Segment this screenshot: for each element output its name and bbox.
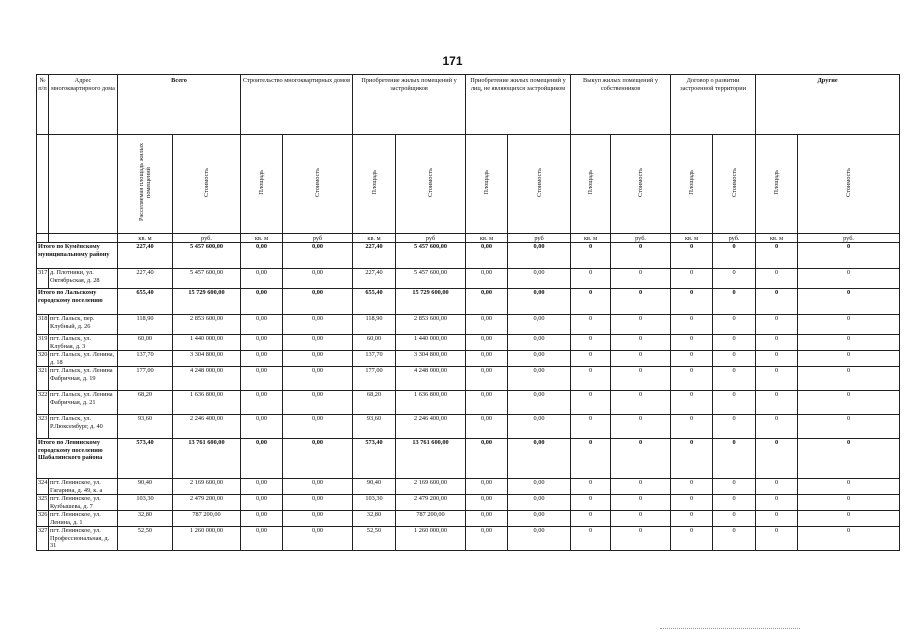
unit-blank (49, 234, 118, 243)
cell-value: 0 (671, 527, 713, 551)
cell-value: 0,00 (241, 527, 283, 551)
cell-value: 0,00 (241, 479, 283, 495)
cell-value: 0 (671, 439, 713, 479)
unit-rub: руб. (173, 234, 241, 243)
cell-value: 1 260 000,00 (396, 527, 466, 551)
cell-value: 0,00 (283, 289, 353, 315)
cell-value: 0,00 (283, 335, 353, 351)
cell-value: 0 (756, 479, 798, 495)
cell-value: 0,00 (508, 243, 571, 269)
cell-value: 0 (713, 243, 756, 269)
cell-value: 5 457 600,00 (396, 269, 466, 289)
unit-sqm: кв. м (466, 234, 508, 243)
cell-value: 0,00 (283, 269, 353, 289)
cell-value: 0 (571, 269, 611, 289)
cell-value: 0 (611, 495, 671, 511)
cell-value: 32,80 (118, 511, 173, 527)
cell-value: 90,40 (353, 479, 396, 495)
cell-value: 0 (713, 439, 756, 479)
cell-value: 2 169 600,00 (396, 479, 466, 495)
table-row (37, 391, 900, 415)
cell-value: 0,00 (508, 335, 571, 351)
row-number: 324 (37, 479, 49, 495)
cell-value: 0 (756, 367, 798, 391)
cell-value: 0,00 (241, 289, 283, 315)
cell-value: 118,90 (353, 315, 396, 335)
cell-value: 68,20 (353, 391, 396, 415)
cell-value: 573,40 (353, 439, 396, 479)
cell-value: 1 440 000,00 (173, 335, 241, 351)
cell-value: 0 (611, 243, 671, 269)
subheader-area: Площадь (571, 135, 611, 234)
cell-value: 0,00 (508, 367, 571, 391)
cell-value: 1 636 800,00 (396, 391, 466, 415)
cell-value: 573,40 (118, 439, 173, 479)
row-number: 322 (37, 391, 49, 415)
cell-value: 0,00 (241, 243, 283, 269)
cell-value: 0,00 (466, 391, 508, 415)
subheader-cost: Стоимость (508, 135, 571, 234)
cell-value: 103,30 (118, 495, 173, 511)
header-development: Договор о развитии застроенной территории (671, 75, 756, 135)
cell-value: 0,00 (508, 415, 571, 439)
header-purchase-developer: Приобретение жилых помещений у застройщиков (353, 75, 466, 135)
cell-value: 227,40 (353, 243, 396, 269)
cell-value: 60,00 (118, 335, 173, 351)
cell-value: 0 (756, 243, 798, 269)
table-row (37, 351, 900, 367)
cell-value: 52,50 (353, 527, 396, 551)
cell-value: 0 (713, 495, 756, 511)
cell-value: 0,00 (466, 439, 508, 479)
cell-value: 0,00 (283, 511, 353, 527)
cell-value: 0 (798, 269, 900, 289)
cell-value: 52,50 (118, 527, 173, 551)
cell-value: 0,00 (466, 495, 508, 511)
cell-value: 103,30 (353, 495, 396, 511)
cell-value: 5 457 600,00 (173, 243, 241, 269)
cell-value: 0 (756, 289, 798, 315)
cell-value: 0,00 (508, 289, 571, 315)
header-construction: Строительство многоквартирных домов (241, 75, 353, 135)
cell-value: 0,00 (241, 269, 283, 289)
cell-value: 0,00 (508, 269, 571, 289)
cell-value: 0 (611, 479, 671, 495)
cell-value: 137,70 (353, 351, 396, 367)
cell-value: 0 (798, 243, 900, 269)
row-number: 317 (37, 269, 49, 289)
header-buyout: Выкуп жилых помещений у собственников (571, 75, 671, 135)
unit-rub: руб (283, 234, 353, 243)
cell-value: 227,40 (118, 243, 173, 269)
header-purchase-non-developer: Приобретение жилых помещений у лиц, не являющихся застройщиком (466, 75, 571, 135)
table-row (37, 495, 900, 511)
cell-value: 0,00 (466, 335, 508, 351)
cell-value: 177,00 (353, 367, 396, 391)
cell-value: 0,00 (508, 511, 571, 527)
unit-rub: руб. (713, 234, 756, 243)
cell-value: 177,00 (118, 367, 173, 391)
total-label: Итого по Ленинскому городскому поселению Шабалинского района (37, 439, 118, 479)
cell-value: 0 (798, 351, 900, 367)
table-body (37, 243, 900, 551)
total-label: Итого по Кумёнскому муниципальному району (37, 243, 118, 269)
table-row (37, 335, 900, 351)
cell-value: 0,00 (508, 315, 571, 335)
cell-value: 0 (713, 511, 756, 527)
row-address: пгт. Ленинское, ул. Кузбышева, д. 7 (49, 495, 118, 511)
cell-value: 0 (571, 289, 611, 315)
row-address: пгт. Лальск, пер. Клубный, д. 26 (49, 315, 118, 335)
resettlement-table (36, 74, 900, 551)
cell-value: 0 (756, 511, 798, 527)
cell-value: 0 (571, 351, 611, 367)
subheader-area: Площадь (241, 135, 283, 234)
cell-value: 0,00 (508, 527, 571, 551)
subheader-cost: Стоимость (173, 135, 241, 234)
cell-value: 0,00 (466, 415, 508, 439)
row-number: 319 (37, 335, 49, 351)
unit-rub: руб (508, 234, 571, 243)
cell-value: 0,00 (466, 527, 508, 551)
row-address: пгт. Лальск, ул. Р.Люксембург, д. 40 (49, 415, 118, 439)
cell-value: 2 853 600,00 (396, 315, 466, 335)
cell-value: 2 169 600,00 (173, 479, 241, 495)
header-address: Адрес многоквартирного дома (49, 75, 118, 135)
cell-value: 13 761 600,00 (396, 439, 466, 479)
cell-value: 0,00 (283, 315, 353, 335)
cell-value: 93,60 (118, 415, 173, 439)
cell-value: 2 853 600,00 (173, 315, 241, 335)
cell-value: 0,00 (508, 439, 571, 479)
subheader-blank (49, 135, 118, 234)
cell-value: 2 246 400,00 (173, 415, 241, 439)
cell-value: 5 457 600,00 (173, 269, 241, 289)
cell-value: 0,00 (283, 367, 353, 391)
cell-value: 0 (671, 495, 713, 511)
cell-value: 90,40 (118, 479, 173, 495)
unit-sqm: кв. м (671, 234, 713, 243)
cell-value: 0 (571, 495, 611, 511)
cell-value: 0,00 (283, 527, 353, 551)
cell-value: 0 (798, 439, 900, 479)
cell-value: 0 (756, 391, 798, 415)
cell-value: 0 (756, 315, 798, 335)
cell-value: 0,00 (283, 351, 353, 367)
cell-value: 0 (571, 243, 611, 269)
cell-value: 60,00 (353, 335, 396, 351)
cell-value: 0 (798, 527, 900, 551)
cell-value: 0,00 (466, 479, 508, 495)
cell-value: 0 (756, 351, 798, 367)
cell-value: 0 (713, 415, 756, 439)
subheader-area: Площадь (671, 135, 713, 234)
cell-value: 1 636 800,00 (173, 391, 241, 415)
cell-value: 0 (611, 269, 671, 289)
cell-value: 0 (756, 495, 798, 511)
cell-value: 0 (713, 351, 756, 367)
cell-value: 0 (756, 527, 798, 551)
subheader-area: Площадь (756, 135, 798, 234)
cell-value: 0 (798, 289, 900, 315)
cell-value: 0,00 (508, 351, 571, 367)
table-row (37, 511, 900, 527)
cell-value: 0 (798, 415, 900, 439)
cell-value: 137,70 (118, 351, 173, 367)
cell-value: 32,80 (353, 511, 396, 527)
row-address: пгт. Ленинское, ул. Гагарина, д. 49, к. а (49, 479, 118, 495)
cell-value: 0,00 (241, 367, 283, 391)
header-other: Другие (756, 75, 900, 135)
subheader-area: Площадь (466, 135, 508, 234)
cell-value: 0 (713, 289, 756, 315)
cell-value: 0 (798, 367, 900, 391)
cell-value: 0,00 (283, 495, 353, 511)
cell-value: 0,00 (241, 415, 283, 439)
cell-value: 15 729 600,00 (173, 289, 241, 315)
cell-value: 0 (798, 511, 900, 527)
cell-value: 0,00 (283, 479, 353, 495)
cell-value: 227,40 (118, 269, 173, 289)
cell-value: 0,00 (241, 439, 283, 479)
cell-value: 0 (671, 511, 713, 527)
cell-value: 0 (671, 269, 713, 289)
cell-value: 0 (611, 511, 671, 527)
cell-value: 0,00 (466, 269, 508, 289)
total-row (37, 439, 900, 479)
row-number: 325 (37, 495, 49, 511)
cell-value: 0 (671, 289, 713, 315)
footer-dotted-line (660, 628, 800, 630)
unit-sqm: кв. м (118, 234, 173, 243)
cell-value: 0 (611, 289, 671, 315)
cell-value: 0 (798, 315, 900, 335)
unit-blank (37, 234, 49, 243)
cell-value: 4 248 000,00 (396, 367, 466, 391)
cell-value: 0 (798, 479, 900, 495)
table-row (37, 367, 900, 391)
cell-value: 0 (571, 511, 611, 527)
row-address: д. Плотники, ул. Октябрьская, д. 28 (49, 269, 118, 289)
subheader-blank (37, 135, 49, 234)
cell-value: 0,00 (508, 391, 571, 415)
cell-value: 3 304 800,00 (396, 351, 466, 367)
table-row (37, 315, 900, 335)
cell-value: 0,00 (466, 243, 508, 269)
cell-value: 0 (611, 415, 671, 439)
table-row (37, 415, 900, 439)
page-number: 171 (442, 54, 463, 68)
cell-value: 0 (713, 391, 756, 415)
cell-value: 0,00 (466, 289, 508, 315)
cell-value: 0,00 (283, 391, 353, 415)
subheader-area-resettled: Расселяемая площадь жилых помещений (118, 135, 173, 234)
cell-value: 4 248 000,00 (173, 367, 241, 391)
cell-value: 2 479 200,00 (173, 495, 241, 511)
cell-value: 0 (671, 243, 713, 269)
cell-value: 0,00 (466, 351, 508, 367)
row-number: 327 (37, 527, 49, 551)
cell-value: 0 (713, 335, 756, 351)
cell-value: 0 (611, 315, 671, 335)
cell-value: 0 (611, 367, 671, 391)
cell-value: 0,00 (241, 351, 283, 367)
row-address: пгт. Ленинское, ул. Профессиональная, д. 31 (49, 527, 118, 551)
cell-value: 0,00 (466, 367, 508, 391)
cell-value: 13 761 600,00 (173, 439, 241, 479)
row-address: пгт. Ленинское, ул. Ленина, д. 1 (49, 511, 118, 527)
cell-value: 68,20 (118, 391, 173, 415)
row-number: 318 (37, 315, 49, 335)
cell-value: 118,90 (118, 315, 173, 335)
unit-sqm: кв. м (241, 234, 283, 243)
cell-value: 0 (571, 335, 611, 351)
subheader-area: Площадь (353, 135, 396, 234)
cell-value: 0 (571, 415, 611, 439)
cell-value: 0 (671, 479, 713, 495)
table-row (37, 527, 900, 551)
subheader-cost: Стоимость (713, 135, 756, 234)
cell-value: 1 260 000,00 (173, 527, 241, 551)
cell-value: 0 (611, 439, 671, 479)
cell-value: 0,00 (241, 315, 283, 335)
cell-value: 0 (571, 527, 611, 551)
cell-value: 3 304 800,00 (173, 351, 241, 367)
row-number: 320 (37, 351, 49, 367)
cell-value: 0 (713, 527, 756, 551)
cell-value: 0 (571, 479, 611, 495)
row-address: пгт. Лальск, ул. Ленина Фабричная, д. 21 (49, 391, 118, 415)
cell-value: 0 (571, 439, 611, 479)
cell-value: 0 (713, 479, 756, 495)
table-row (37, 479, 900, 495)
cell-value: 5 457 600,00 (396, 243, 466, 269)
row-number: 323 (37, 415, 49, 439)
cell-value: 0 (713, 315, 756, 335)
cell-value: 0 (611, 391, 671, 415)
cell-value: 0 (756, 415, 798, 439)
cell-value: 0 (671, 367, 713, 391)
cell-value: 0,00 (283, 439, 353, 479)
unit-sqm: кв. м (756, 234, 798, 243)
header-total: Всего (118, 75, 241, 135)
total-row (37, 289, 900, 315)
cell-value: 0 (611, 351, 671, 367)
cell-value: 0,00 (241, 495, 283, 511)
subheader-cost: Стоимость (798, 135, 900, 234)
cell-value: 0 (671, 315, 713, 335)
cell-value: 0 (611, 335, 671, 351)
cell-value: 0,00 (283, 243, 353, 269)
cell-value: 227,40 (353, 269, 396, 289)
cell-value: 0,00 (241, 511, 283, 527)
unit-rub: руб. (611, 234, 671, 243)
row-address: пгт. Лальск, ул. Клубная, д. 3 (49, 335, 118, 351)
cell-value: 0,00 (466, 511, 508, 527)
unit-sqm: кв. м (353, 234, 396, 243)
cell-value: 0 (756, 335, 798, 351)
cell-value: 0 (756, 269, 798, 289)
cell-value: 655,40 (353, 289, 396, 315)
cell-value: 0 (713, 367, 756, 391)
cell-value: 0 (671, 415, 713, 439)
subheader-cost: Стоимость (611, 135, 671, 234)
cell-value: 0,00 (241, 391, 283, 415)
cell-value: 0 (798, 335, 900, 351)
unit-sqm: кв. м (571, 234, 611, 243)
cell-value: 0 (671, 391, 713, 415)
cell-value: 0,00 (283, 415, 353, 439)
unit-rub: руб (396, 234, 466, 243)
cell-value: 1 440 000,00 (396, 335, 466, 351)
cell-value: 2 479 200,00 (396, 495, 466, 511)
cell-value: 0,00 (508, 479, 571, 495)
cell-value: 0 (713, 269, 756, 289)
cell-value: 787 200,00 (396, 511, 466, 527)
total-row (37, 243, 900, 269)
row-address: пгт. Лальск, ул. Ленина, д. 18 (49, 351, 118, 367)
row-number: 321 (37, 367, 49, 391)
cell-value: 0 (798, 391, 900, 415)
cell-value: 787 200,00 (173, 511, 241, 527)
header-num: № п/п (37, 75, 49, 135)
cell-value: 0 (671, 335, 713, 351)
total-label: Итого по Лальскому городскому поселению (37, 289, 118, 315)
table-row (37, 269, 900, 289)
cell-value: 0 (671, 351, 713, 367)
cell-value: 655,40 (118, 289, 173, 315)
subheader-cost: Стоимость (396, 135, 466, 234)
cell-value: 0,00 (466, 315, 508, 335)
row-number: 326 (37, 511, 49, 527)
subheader-cost: Стоимость (283, 135, 353, 234)
cell-value: 0 (798, 495, 900, 511)
cell-value: 0 (756, 439, 798, 479)
cell-value: 0 (571, 391, 611, 415)
cell-value: 15 729 600,00 (396, 289, 466, 315)
unit-rub: руб. (798, 234, 900, 243)
cell-value: 93,60 (353, 415, 396, 439)
cell-value: 0 (611, 527, 671, 551)
cell-value: 0 (571, 367, 611, 391)
row-address: пгт. Лальск, ул. Ленина Фабричная, д. 19 (49, 367, 118, 391)
cell-value: 0,00 (508, 495, 571, 511)
cell-value: 0,00 (241, 335, 283, 351)
cell-value: 2 246 400,00 (396, 415, 466, 439)
cell-value: 0 (571, 315, 611, 335)
